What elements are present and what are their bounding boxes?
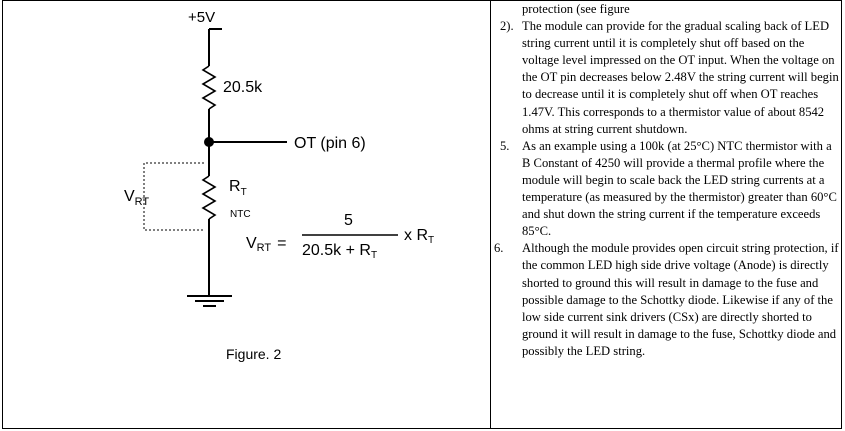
continuation-paragraph bbox=[496, 1, 840, 18]
resistor-20-5k bbox=[203, 66, 215, 109]
text-column bbox=[496, 1, 840, 360]
continuation-text: protection (see figure bbox=[522, 2, 630, 16]
ot-pin-label: OT (pin 6) bbox=[294, 135, 366, 152]
list-number: 5. bbox=[500, 138, 510, 153]
ntc-label: NTC bbox=[230, 209, 251, 220]
figure-caption: Figure. 2 bbox=[226, 346, 282, 362]
resistor-top-label: 20.5k bbox=[223, 79, 263, 96]
equation-lhs: VRT = bbox=[246, 235, 287, 254]
list-number: 2). bbox=[500, 19, 514, 34]
supply-label: +5V bbox=[188, 9, 216, 26]
rt-label: $R_T$ bbox=[229, 178, 247, 198]
list-item-5 bbox=[496, 138, 840, 241]
equation-denominator: 20.5k + RT bbox=[302, 242, 378, 261]
equation-numerator: 5 bbox=[344, 212, 353, 229]
list-item-6 bbox=[496, 240, 840, 360]
list-number: 6. bbox=[494, 241, 504, 256]
list-item-2 bbox=[496, 18, 840, 138]
equation-multiplier: x RT bbox=[404, 227, 435, 246]
list-item-text: As an example using a 100k (at 25°C) NTC thermistor with a B Constant of 4250 will provide a thermal profile where the module will begin to scale back the LED string currents at a temperature (as measured by the thermistor) greater than 60°C and shut down the string current if the temperature exceeds 85°C. bbox=[522, 138, 837, 239]
column-divider bbox=[490, 0, 491, 429]
thermistor-rt bbox=[203, 176, 215, 219]
list-item-text: Although the module provides open circuit string protection, if the common LED high side drive voltage (Anode) is directly shorted to ground this will result in damage to the fuse and possible damage to the Schottky diode. Likewise if any of the low side current sink drivers (CSx) are directly shorted to ground it will result in damage to the fuse, Schottky diode and possibly the LED string. bbox=[522, 241, 839, 358]
vrt-bracket bbox=[144, 163, 204, 230]
vrt-label: $V_{RT}$ bbox=[124, 188, 150, 208]
list-item-text: The module can provide for the gradual scaling back of LED string current until it is completely shut off based on the voltage level impressed on the OT input. When the voltage on the OT pin decreases below 2.48V the string current will begin to decrease until it is completely shut off when OT reaches 1.47V. This corresponds to a thermistor value of about 8542 ohms at string current shutdown. bbox=[522, 19, 839, 136]
